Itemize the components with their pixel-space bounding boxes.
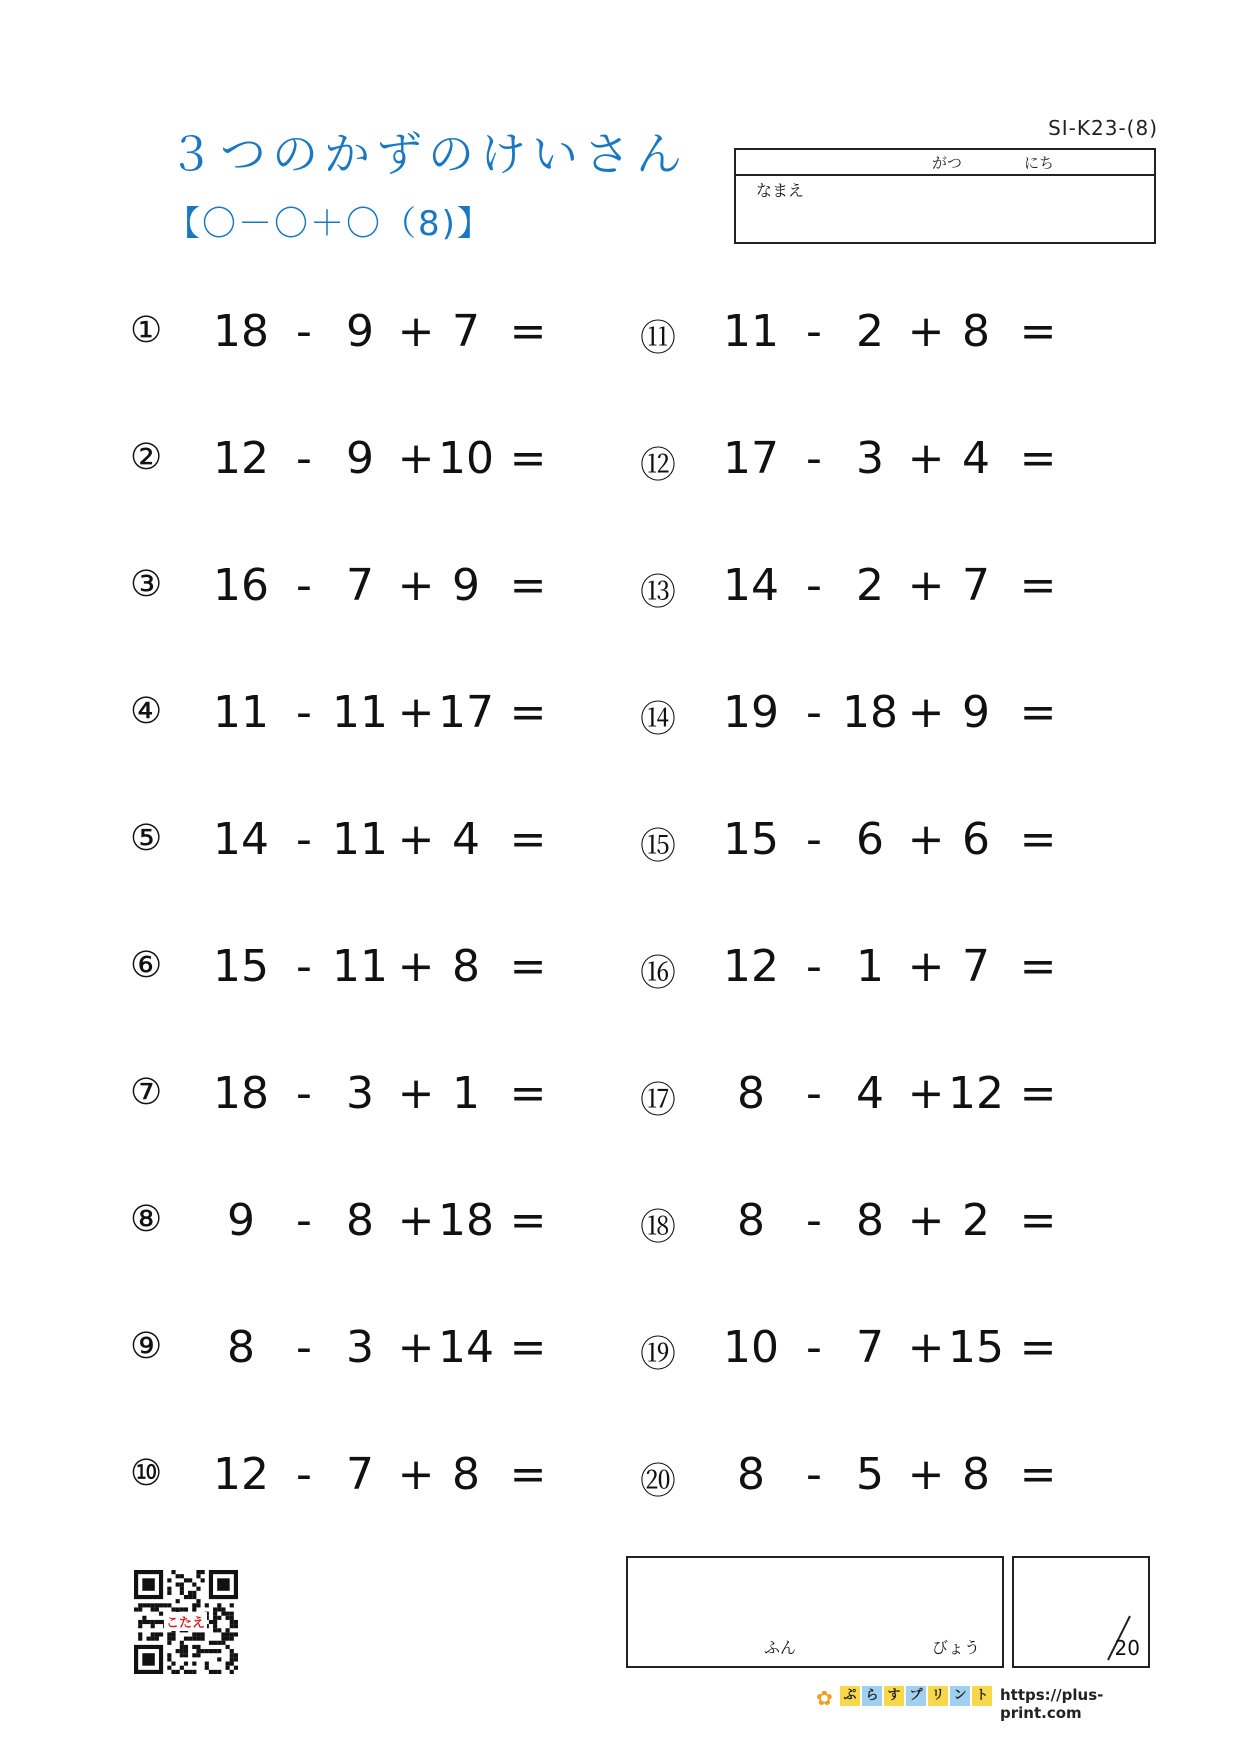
problem-op2: + [397, 1322, 435, 1373]
problem-b: 3 [856, 433, 884, 484]
problem-eq: = [1019, 560, 1057, 611]
problem-num: ⑤ [130, 818, 163, 859]
site-url[interactable]: https://plus-print.com [1000, 1686, 1104, 1722]
problem-op2: + [397, 306, 435, 357]
brand-tile: リ [928, 1686, 948, 1706]
problem-op2: + [907, 814, 945, 865]
problem-18 [640, 1195, 1100, 1255]
page-title: ３つのかずのけいさん [168, 127, 688, 181]
problem-op2: + [397, 941, 435, 992]
problem-a: 8 [227, 1322, 255, 1373]
problem-op1: - [806, 941, 822, 992]
problem-a: 18 [213, 306, 269, 357]
problem-op1: - [806, 1322, 822, 1373]
problem-eq: = [509, 1322, 547, 1373]
answer-label: こたえ [164, 1612, 207, 1631]
problem-b: 7 [346, 560, 374, 611]
problem-4 [130, 687, 590, 747]
problem-eq: = [1019, 1068, 1057, 1119]
problem-c: 9 [452, 560, 480, 611]
problem-c: 2 [962, 1195, 990, 1246]
problem-a: 19 [723, 687, 779, 738]
time-minutes-label: ふん [764, 1638, 797, 1657]
problem-num: ⑧ [130, 1199, 163, 1240]
problem-a: 8 [737, 1449, 765, 1500]
problem-9 [130, 1322, 590, 1382]
problem-b: 3 [346, 1322, 374, 1373]
problem-op2: + [397, 814, 435, 865]
problem-num: ⑮ [640, 826, 677, 867]
problem-eq: = [1019, 1449, 1057, 1500]
problem-a: 14 [723, 560, 779, 611]
problem-num: ② [130, 437, 163, 478]
problem-b: 7 [346, 1449, 374, 1500]
problem-num: ⑬ [640, 572, 677, 613]
problem-c: 15 [948, 1322, 1004, 1373]
problem-1 [130, 306, 590, 366]
problem-c: 17 [438, 687, 494, 738]
problem-c: 18 [438, 1195, 494, 1246]
problem-num: ⑦ [130, 1072, 163, 1113]
problem-b: 11 [332, 687, 388, 738]
qr-code [134, 1570, 238, 1674]
problem-num: ⑩ [130, 1453, 163, 1494]
time-seconds-label: びょう [932, 1638, 981, 1657]
problem-c: 9 [962, 687, 990, 738]
problem-op2: + [397, 433, 435, 484]
problem-19 [640, 1322, 1100, 1382]
problem-14 [640, 687, 1100, 747]
problem-op1: - [806, 433, 822, 484]
problem-15 [640, 814, 1100, 874]
problem-op1: - [806, 306, 822, 357]
brand-tile: ト [972, 1686, 992, 1706]
problem-eq: = [509, 306, 547, 357]
problem-b: 8 [346, 1195, 374, 1246]
problem-eq: = [509, 941, 547, 992]
problem-c: 8 [452, 1449, 480, 1500]
problem-a: 8 [737, 1195, 765, 1246]
problem-op2: + [397, 560, 435, 611]
problem-op1: - [296, 1449, 312, 1500]
problem-num: ⑪ [640, 318, 677, 359]
problem-a: 12 [723, 941, 779, 992]
score-box [1012, 1556, 1150, 1668]
problem-b: 5 [856, 1449, 884, 1500]
problem-a: 11 [723, 306, 779, 357]
problem-b: 8 [856, 1195, 884, 1246]
problem-a: 15 [723, 814, 779, 865]
problem-b: 11 [332, 941, 388, 992]
brand-tile: ぷ [840, 1686, 860, 1706]
problem-op2: + [907, 1068, 945, 1119]
problem-op2: + [907, 1195, 945, 1246]
brand-tile: す [884, 1686, 904, 1706]
time-box [626, 1556, 1004, 1668]
problem-op1: - [296, 560, 312, 611]
problem-b: 6 [856, 814, 884, 865]
problem-num: ⑰ [640, 1080, 677, 1121]
problem-op1: - [806, 1449, 822, 1500]
problem-op1: - [806, 1195, 822, 1246]
problem-a: 15 [213, 941, 269, 992]
problem-c: 14 [438, 1322, 494, 1373]
problem-a: 8 [737, 1068, 765, 1119]
worksheet-code: SI-K23-(8) [1048, 116, 1158, 140]
problem-num: ⑱ [640, 1207, 677, 1248]
problem-17 [640, 1068, 1100, 1128]
problem-eq: = [1019, 306, 1057, 357]
problem-b: 2 [856, 306, 884, 357]
brand-tile: ン [950, 1686, 970, 1706]
problem-num: ⑨ [130, 1326, 163, 1367]
problem-a: 12 [213, 1449, 269, 1500]
problem-a: 11 [213, 687, 269, 738]
brand-tile: ら [862, 1686, 882, 1706]
problem-c: 7 [452, 306, 480, 357]
problem-num: ⑭ [640, 699, 677, 740]
problem-c: 10 [438, 433, 494, 484]
problem-3 [130, 560, 590, 620]
problem-b: 4 [856, 1068, 884, 1119]
problem-13 [640, 560, 1100, 620]
problem-num: ① [130, 310, 163, 351]
problem-a: 17 [723, 433, 779, 484]
problem-op1: - [806, 560, 822, 611]
problem-num: ⑲ [640, 1334, 677, 1375]
problem-a: 10 [723, 1322, 779, 1373]
problem-b: 7 [856, 1322, 884, 1373]
page-subtitle: 【〇－〇＋〇（8)】 [166, 204, 493, 244]
problem-op2: + [907, 1322, 945, 1373]
date-month-label: がつ [932, 154, 963, 172]
problem-op2: + [397, 687, 435, 738]
problem-a: 9 [227, 1195, 255, 1246]
problem-op2: + [907, 560, 945, 611]
problem-eq: = [1019, 687, 1057, 738]
problem-b: 18 [842, 687, 898, 738]
problem-b: 9 [346, 306, 374, 357]
problem-c: 1 [452, 1068, 480, 1119]
problem-op2: + [907, 1449, 945, 1500]
problem-op1: - [296, 941, 312, 992]
problem-op2: + [907, 687, 945, 738]
brand-logo [840, 1686, 992, 1706]
problem-2 [130, 433, 590, 493]
problem-c: 7 [962, 941, 990, 992]
problem-b: 2 [856, 560, 884, 611]
problem-12 [640, 433, 1100, 493]
problem-c: 6 [962, 814, 990, 865]
problem-c: 4 [452, 814, 480, 865]
problem-c: 4 [962, 433, 990, 484]
problem-op1: - [296, 1068, 312, 1119]
problem-c: 8 [962, 306, 990, 357]
problem-num: ⑫ [640, 445, 677, 486]
problem-op1: - [806, 814, 822, 865]
problem-7 [130, 1068, 590, 1128]
problem-11 [640, 306, 1100, 366]
problem-c: 8 [962, 1449, 990, 1500]
problem-num: ⑳ [640, 1461, 677, 1502]
problem-6 [130, 941, 590, 1001]
problem-eq: = [1019, 941, 1057, 992]
problem-a: 12 [213, 433, 269, 484]
problem-op1: - [296, 306, 312, 357]
problem-eq: = [1019, 1195, 1057, 1246]
problem-op1: - [296, 1195, 312, 1246]
problem-op1: - [296, 814, 312, 865]
problem-op1: - [296, 1322, 312, 1373]
date-day-label: にち [1024, 154, 1055, 172]
brand-footer [816, 1684, 1156, 1722]
problem-op2: + [907, 306, 945, 357]
problem-op1: - [806, 1068, 822, 1119]
problem-a: 18 [213, 1068, 269, 1119]
problem-eq: = [1019, 433, 1057, 484]
problem-b: 1 [856, 941, 884, 992]
problem-eq: = [509, 687, 547, 738]
problem-eq: = [1019, 814, 1057, 865]
problem-op2: + [397, 1068, 435, 1119]
problem-eq: = [1019, 1322, 1057, 1373]
score-total: 20 [1114, 1636, 1140, 1660]
problem-op1: - [296, 433, 312, 484]
problem-c: 12 [948, 1068, 1004, 1119]
problem-eq: = [509, 814, 547, 865]
problem-op2: + [907, 941, 945, 992]
problem-eq: = [509, 1068, 547, 1119]
problem-8 [130, 1195, 590, 1255]
mascot-icon: ✿ [816, 1686, 833, 1710]
problem-num: ⑥ [130, 945, 163, 986]
problem-num: ⑯ [640, 953, 677, 994]
problem-op2: + [397, 1195, 435, 1246]
problem-b: 9 [346, 433, 374, 484]
problem-a: 14 [213, 814, 269, 865]
problem-20 [640, 1449, 1100, 1509]
problem-num: ④ [130, 691, 163, 732]
problem-b: 11 [332, 814, 388, 865]
problem-a: 16 [213, 560, 269, 611]
problem-b: 3 [346, 1068, 374, 1119]
problem-16 [640, 941, 1100, 1001]
problem-op1: - [296, 687, 312, 738]
problem-eq: = [509, 560, 547, 611]
problem-op2: + [397, 1449, 435, 1500]
problem-eq: = [509, 1195, 547, 1246]
problem-op2: + [907, 433, 945, 484]
problem-op1: - [806, 687, 822, 738]
problem-c: 8 [452, 941, 480, 992]
name-label: なまえ [756, 181, 805, 200]
problem-c: 7 [962, 560, 990, 611]
problem-num: ③ [130, 564, 163, 605]
brand-tile: プ [906, 1686, 926, 1706]
problem-eq: = [509, 433, 547, 484]
problem-eq: = [509, 1449, 547, 1500]
problem-5 [130, 814, 590, 874]
problem-10 [130, 1449, 590, 1509]
